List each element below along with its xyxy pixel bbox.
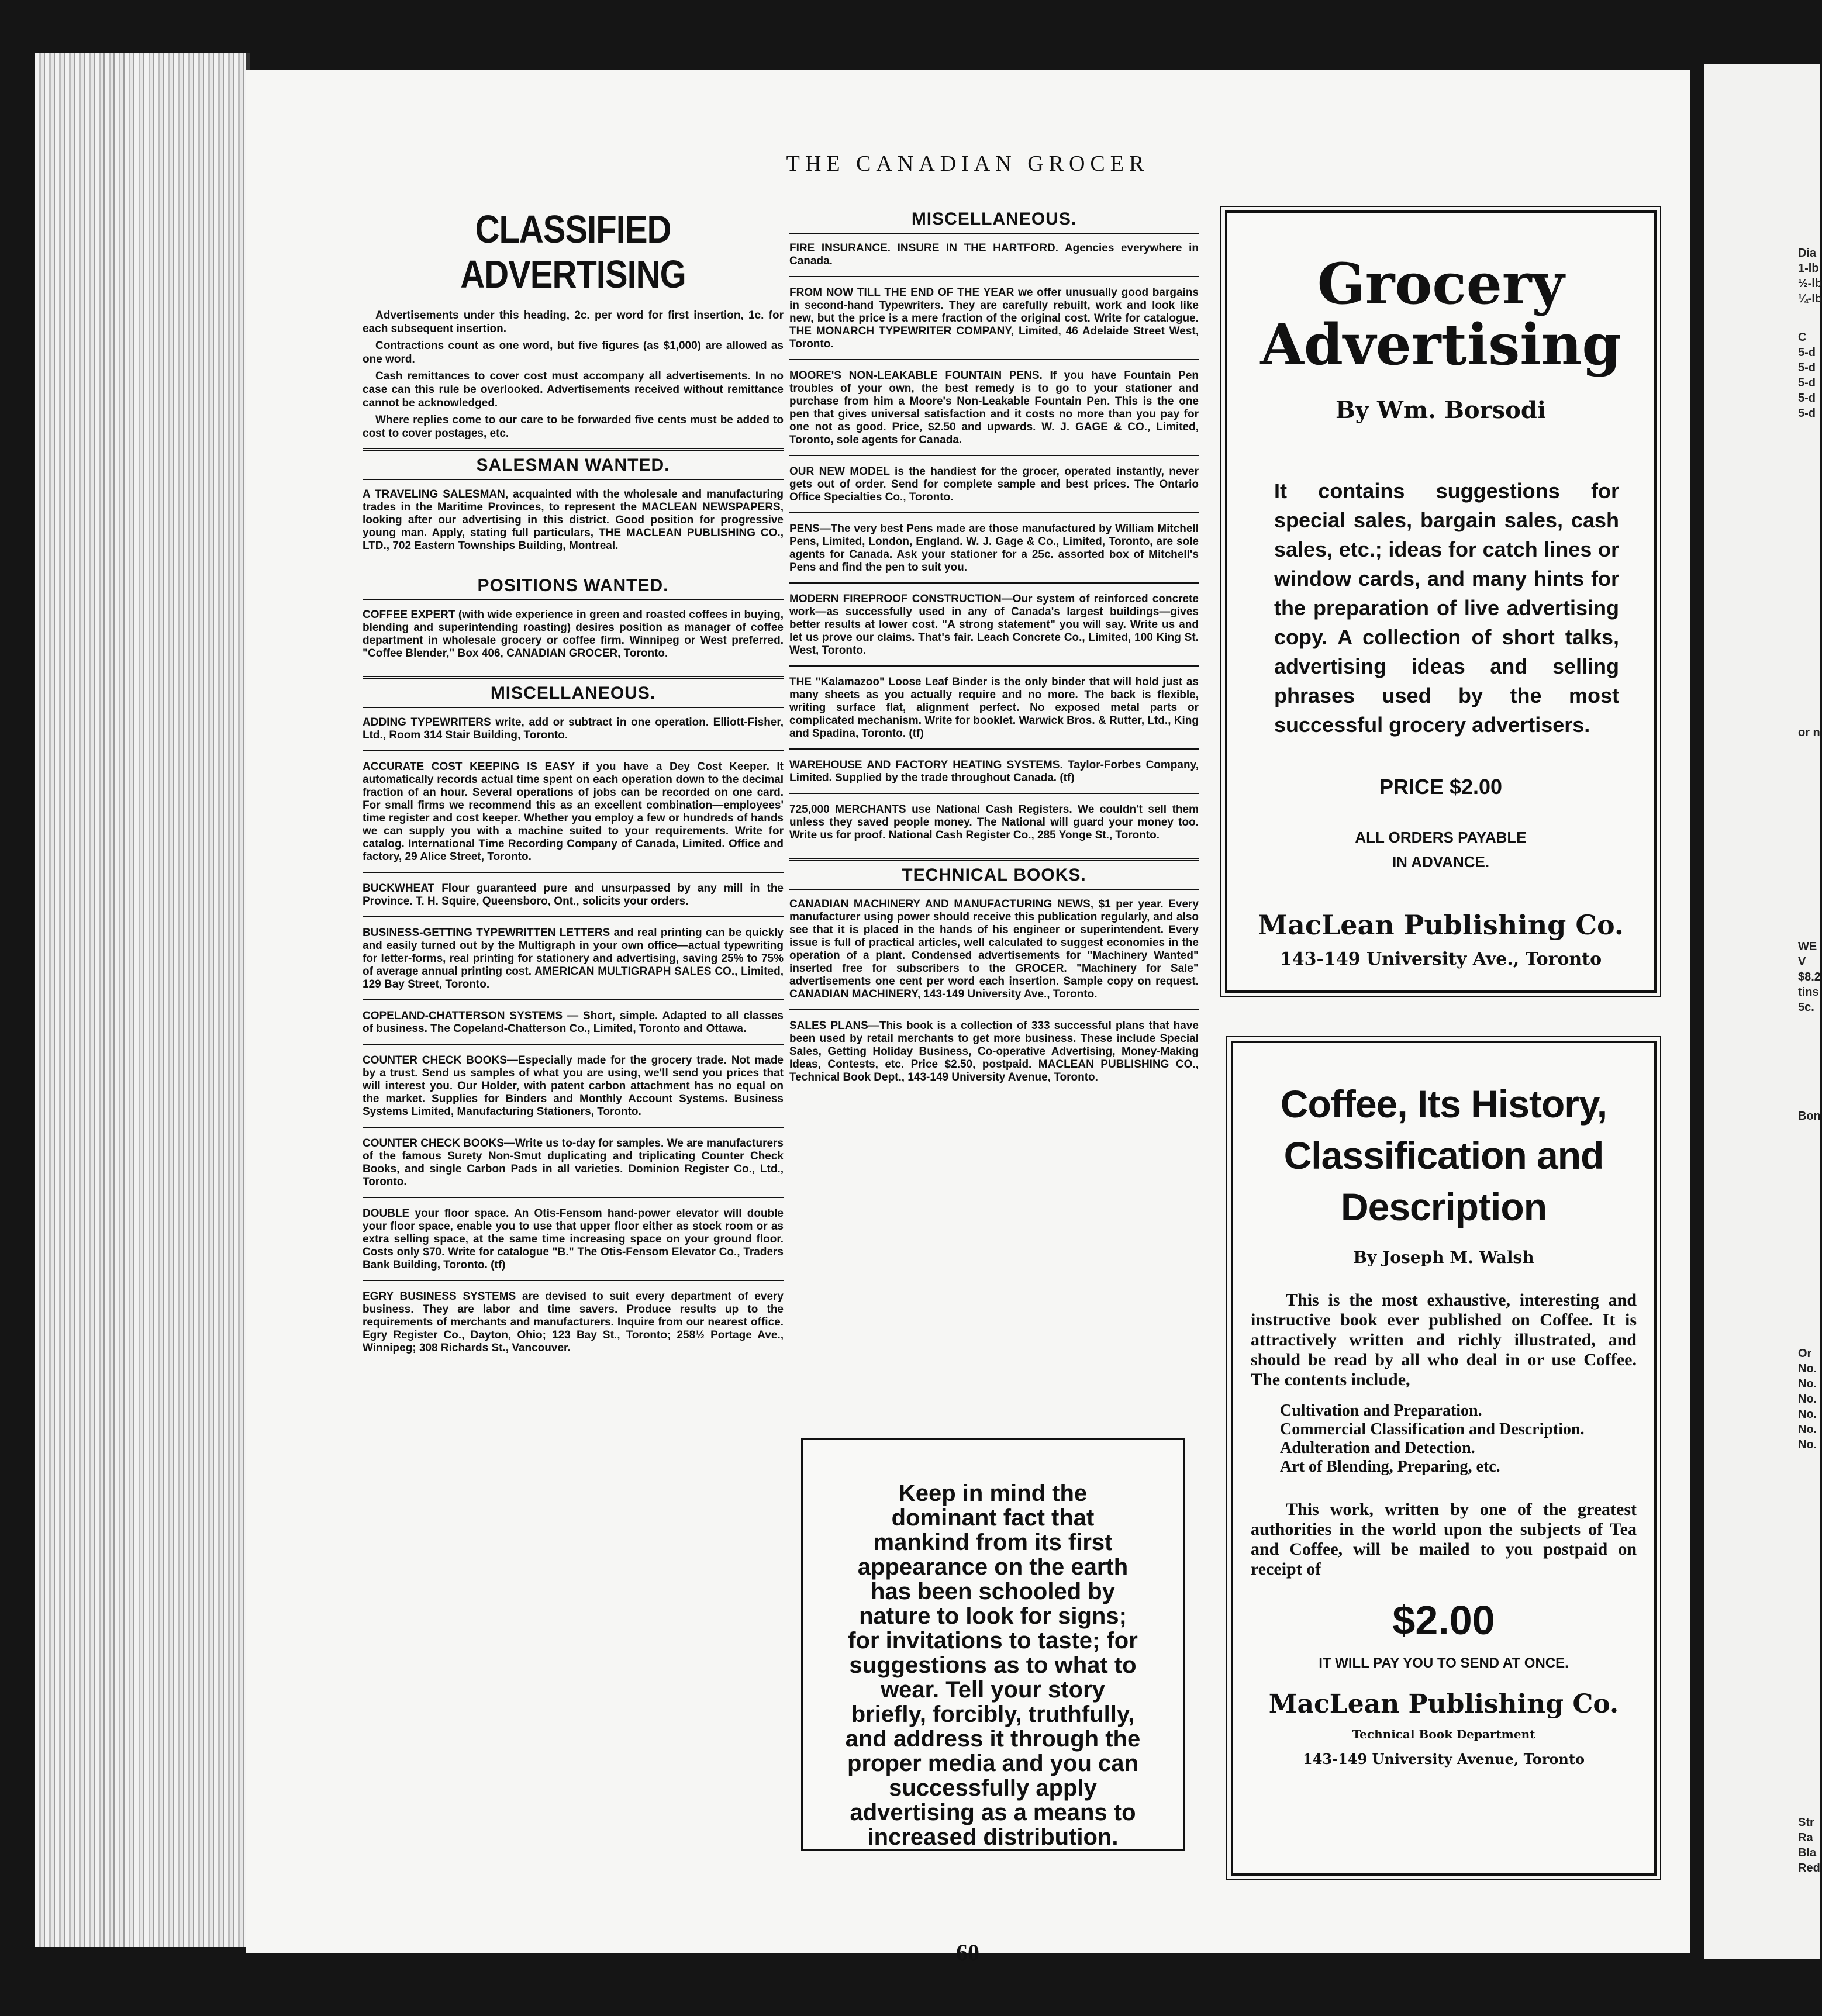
coffee-title [1233, 1078, 1654, 1233]
column-classified [363, 205, 784, 1363]
fragment: Bla [1798, 1846, 1817, 1859]
fragment: 5c. [1798, 1001, 1814, 1014]
fragment: tins [1798, 986, 1819, 999]
fragment: 5-d [1798, 407, 1816, 420]
fragment: Ra [1798, 1831, 1813, 1844]
grocery-title-line: Grocery [1317, 251, 1565, 317]
fragment: 1-lb [1798, 262, 1819, 275]
tech-ad: CANADIAN MACHINERY AND MANUFACTURING NEWS, $1 per year. Every manufacturer using power should receive this publication regularly, and also see that it is placed in the hands of his engineer or superintendent. Every issue is full of practical articles, well calculated to suggest economies in the operation of a plant. Condensed advertisements for "Machinery Wanted" inserted free for subscribers to the GROCER. "Machinery for Sale" advertisements one cent per word each insertion. Sample copy on request. CANADIAN MACHINERY, 143-149 University Ave., Toronto. [789, 898, 1199, 1000]
fragment: Bon [1798, 1110, 1821, 1123]
miscellaneous-heading: MISCELLANEOUS. [363, 676, 784, 708]
fragment: ¼-lb [1798, 292, 1822, 305]
classified-rules [363, 309, 784, 440]
contents-item: Commercial Classification and Description. [1280, 1420, 1585, 1438]
misc-ad: WAREHOUSE AND FACTORY HEATING SYSTEMS. Taylor-Forbes Company, Limited. Supplied by the trade throughout Canada. (tf) [789, 748, 1199, 793]
fragment: 5-d [1798, 346, 1816, 359]
misc-ad: FROM NOW TILL THE END OF THE YEAR we offer unusually good bargains in second-hand Typewriters. They are carefully rebuilt, work and look like new, but the price is a mere fraction of the original cost. Write for catalogue. THE MONARCH TYPEWRITER COMPANY, Limited, 46 Adelaide Street West, Toronto. [789, 276, 1199, 359]
misc-ad: DOUBLE your floor space. An Otis-Fensom hand-power elevator will double your floor space, enable you to use that upper floor either as stock room or as extra selling space, at the same time increasing space on your ground floor. Costs only $70. Write for catalogue "B." The Otis-Fensom Elevator Co., Traders Bank Building, Toronto. (tf) [363, 1197, 784, 1280]
coffee-publisher: MacLean Publishing Co. [1268, 1689, 1619, 1719]
salesman-wanted-heading: SALESMAN WANTED. [363, 448, 784, 480]
misc-ad: EGRY BUSINESS SYSTEMS are devised to suit every department of every business. They are labor and time savers. Produce results up to the requirements of merchants and manufacturers. Inquire from our nearest office. Egry Register Co., Dayton, Ohio; 123 Bay St., Toronto; 258½ Portage Ave., Winnipeg; 308 Richards St., Vancouver. [363, 1280, 784, 1363]
coffee-author: By Joseph M. Walsh [1353, 1248, 1534, 1267]
misc-ad: ACCURATE COST KEEPING IS EASY if you have a Dey Cost Keeper. It automatically records actual time spent on each operation down to the decimal fraction of an hour. Several operations of jobs can be recorded on one card. For small firms we recommend this as an excellent combination—employees' time register and cost keeper. Whether you employ a few or hundreds of hands we can supply you with a machine suited to your requirements. Write for catalog. International Time Recording Company of Canada, Limited. Office and factory, 29 Alice Street, Toronto. [363, 750, 784, 872]
tech-ad: SALES PLANS—This book is a collection of 333 successful plans that have been used by retail merchants to get more business. These include Special Sales, Getting Holiday Business, Co-operative Advertising, Money-Making Ideas, Contests, etc. Price $2.50, postpaid. MACLEAN PUBLISHING CO., Technical Book Dept., 143-149 University Avenue, Toronto. [789, 1009, 1199, 1092]
fragment: V [1798, 955, 1806, 968]
coffee-description: This is the most exhaustive, interesting and instructive book ever published on Coffee. It is attractively written and richly illustrated, and should be read by all who deal in or use Coffee. The contents include, [1251, 1290, 1637, 1389]
rule-text: Contractions count as one word, but five figures (as $1,000) are allowed as one word. [363, 340, 784, 365]
keep-in-mind-text: Keep in mind the dominant fact that mankind from its first appearance on the earth has been schooled by nature to look for signs; for invitations to taste; for suggestions as to what to wear. Tell your story briefly, forcibly, truthfully, and address it through the proper media and you can successfully apply advertising as a means to increased distribution. [845, 1480, 1141, 1850]
grocery-advertising-ad [1225, 210, 1657, 993]
fragment: 5-d [1798, 377, 1816, 389]
positions-wanted-heading: POSITIONS WANTED. [363, 569, 784, 600]
coffee-contents-list [1280, 1401, 1642, 1476]
coffee-title-line: Description [1340, 1185, 1547, 1228]
technical-books-heading: TECHNICAL BOOKS. [789, 858, 1199, 890]
coffee-send-note: IT WILL PAY YOU TO SEND AT ONCE. [1319, 1655, 1569, 1671]
book-binding [35, 53, 250, 1947]
fragment: No. [1798, 1378, 1817, 1390]
contents-item: Adulteration and Detection. [1280, 1439, 1475, 1457]
misc-ad: COPELAND-CHATTERSON SYSTEMS — Short, simple. Adapted to all classes of business. The Copeland-Chatterson Co., Limited, Toronto and Ottawa. [363, 999, 784, 1044]
coffee-offer: This work, written by one of the greatest authorities in the world upon the subjects of Tea and Coffee, will be mailed to you postpaid on receipt of [1251, 1500, 1637, 1579]
misc-ad: OUR NEW MODEL is the handiest for the grocer, operated instantly, never gets out of order. Send for complete sample and best prices. The Ontario Office Specialties Co., Toronto. [789, 455, 1199, 512]
contents-item: Art of Blending, Preparing, etc. [1280, 1458, 1500, 1476]
fragment: No. [1798, 1423, 1817, 1436]
misc-ad: MOORE'S NON-LEAKABLE FOUNTAIN PENS. If you have Fountain Pen troubles of your own, the best remedy is to go to your stationer and purchase from him a Moore's Non-Leakable Fountain Pen. This is the one pen that gives universal satisfaction and it costs no more than you pay for one not as good. Price, $2.50 and upwards. W. J. GAGE & CO., Limited, Toronto, sole agents for Canada. [789, 359, 1199, 455]
coffee-price: $2.00 [1392, 1597, 1495, 1643]
misc-ad: BUSINESS-GETTING TYPEWRITTEN LETTERS and real printing can be quickly and easily turned out by the Multigraph in your own office—actual typewriting for letter-forms, real printing for stationery and advertising, saving 25% to 75% of average annual printing cost. AMERICAN MULTIGRAPH SALES CO., Limited, 129 Bay Street, Toronto. [363, 916, 784, 999]
misc-ad: COUNTER CHECK BOOKS—Especially made for the grocery trade. Not made by a trust. Send us samples of what you are using, we'll send you prices that will interest you. Our Holder, with patent carbon attachment has no equal on the market. Supplies for Binders and Monthly Account Systems. Business Systems Limited, Manufacturing Stationers, Toronto. [363, 1044, 784, 1127]
grocery-title [1227, 251, 1654, 378]
fragment: WE [1798, 940, 1817, 953]
coffee-title-line: Classification and [1283, 1134, 1604, 1177]
miscellaneous-heading-2: MISCELLANEOUS. [789, 205, 1199, 234]
page-number: 60 [956, 1939, 979, 1966]
coffee-address: 143-149 University Avenue, Toronto [1303, 1751, 1585, 1768]
contents-item: Cultivation and Preparation. [1280, 1401, 1482, 1420]
fragment: No. [1798, 1408, 1817, 1421]
next-page-edge [1704, 64, 1820, 1959]
misc-ad: MODERN FIREPROOF CONSTRUCTION—Our system of reinforced concrete work—as successfully used in any of Canada's largest buildings—gives better results at lower cost. "A strong statement" you will say. Write us and let us prove our claims. That's fair. Leach Concrete Co., Limited, 100 King St. West, Toronto. [789, 582, 1199, 665]
fragment: Or [1798, 1347, 1812, 1360]
fragment: No. [1798, 1393, 1817, 1406]
misc-ad: FIRE INSURANCE. INSURE IN THE HARTFORD. Agencies everywhere in Canada. [789, 242, 1199, 267]
rule-text: Advertisements under this heading, 2c. per word for first insertion, 1c. for each subsequent insertion. [363, 309, 784, 335]
grocery-title-line: Advertising [1260, 312, 1621, 378]
fragment: No. [1798, 1362, 1817, 1375]
grocery-author: By Wm. Borsodi [1336, 396, 1546, 424]
column-miscellaneous [789, 205, 1199, 1092]
grocery-publisher: MacLean Publishing Co. [1258, 909, 1624, 941]
rule-text: Where replies come to our care to be forwarded five cents must be added to cost to cover postages, etc. [363, 414, 784, 440]
grocery-orders-note [1227, 825, 1654, 874]
salesman-ad: A TRAVELING SALESMAN, acquainted with the wholesale and manufacturing trades in the Maritime Provinces, to represent the MACLEAN NEWSPAPERS, looking after our advertising in this district. Good position for progressive young man. Apply, stating full particulars, THE MACLEAN PUBLISHING CO., LTD., 702 Eastern Townships Building, Montreal. [363, 488, 784, 552]
fragment: 5-d [1798, 361, 1816, 374]
misc-ad: 725,000 MERCHANTS use National Cash Registers. We couldn't sell them unless they saved people money. The National will guard your money too. Write us for proof. National Cash Register Co., 285 Yonge St., Toronto. [789, 793, 1199, 850]
newspaper-page [246, 70, 1690, 1966]
fragment: Red [1798, 1862, 1820, 1875]
misc-ad: BUCKWHEAT Flour guaranteed pure and unsurpassed by any mill in the Province. T. H. Squire, Queensboro, Ont., solicits your orders. [363, 872, 784, 916]
grocery-address: 143-149 University Ave., Toronto [1279, 949, 1602, 969]
running-head: THE CANADIAN GROCER [786, 151, 1150, 176]
positions-ad: COFFEE EXPERT (with wide experience in green and roasted coffees in buying, blending and superintending roasting) desires position as manager of coffee department in wholesale grocery or coffee firm. Winnipeg or West preferred. "Coffee Blender," Box 406, CANADIAN GROCER, Toronto. [363, 609, 784, 660]
misc-ad: ADDING TYPEWRITERS write, add or subtract in one operation. Elliott-Fisher, Ltd., Room 314 Stair Building, Toronto. [363, 716, 784, 741]
fragment: No. [1798, 1438, 1817, 1451]
keep-in-mind-box [801, 1438, 1185, 1851]
fragment: $8.2 [1798, 971, 1821, 983]
grocery-description: It contains suggestions for special sales, bargain sales, cash sales, etc.; ideas for catch lines or window cards, and many hints for the preparation of live advertising copy. A collection of short talks, advertising ideas and selling phrases used by the most successful grocery advertisers. [1274, 479, 1619, 737]
fragment: Dia [1798, 247, 1817, 260]
coffee-title-line: Coffee, Its History, [1280, 1082, 1607, 1126]
fragment: C [1798, 331, 1807, 344]
misc-ad: PENS—The very best Pens made are those manufactured by William Mitchell Pens, Limited, London, England. W. J. Gage & Co., Limited, Toronto, are sole agents for Canada. Ask your stationer for a 25c. assorted box of Mitchell's Pens and find the pen to suit you. [789, 512, 1199, 582]
fragment: ½-lb [1798, 277, 1822, 290]
fragment: or n [1798, 726, 1820, 739]
rule-text: Cash remittances to cover cost must accompany all advertisements. In no case can this rule be overlooked. Advertisements received without remittance cannot be acknowledged. [363, 370, 784, 409]
misc-ad: COUNTER CHECK BOOKS—Write us to-day for samples. We are manufacturers of the famous Surety Non-Smut duplicating and triplicating Counter Check Books, and single Carbon Pads in all varieties. Dominion Register Co., Ltd., Toronto. [363, 1127, 784, 1197]
orders-line: IN ADVANCE. [1392, 853, 1490, 871]
orders-line: ALL ORDERS PAYABLE [1355, 829, 1527, 846]
fragment: Str [1798, 1816, 1814, 1829]
misc-ad: THE "Kalamazoo" Loose Leaf Binder is the only binder that will hold just as many sheets as you actually require and no more. The back is flexible, writing surface flat, alignment perfect. No exposed metal parts or complicated mechanism. Write for booklet. Warwick Bros. & Rutter, Ltd., King and Spadina, Toronto. (tf) [789, 665, 1199, 748]
fragment: 5-d [1798, 392, 1816, 405]
coffee-department: Technical Book Department [1352, 1727, 1535, 1741]
classified-title: CLASSIFIED ADVERTISING [460, 208, 686, 296]
grocery-price: PRICE $2.00 [1379, 775, 1503, 799]
coffee-book-ad [1231, 1041, 1657, 1876]
